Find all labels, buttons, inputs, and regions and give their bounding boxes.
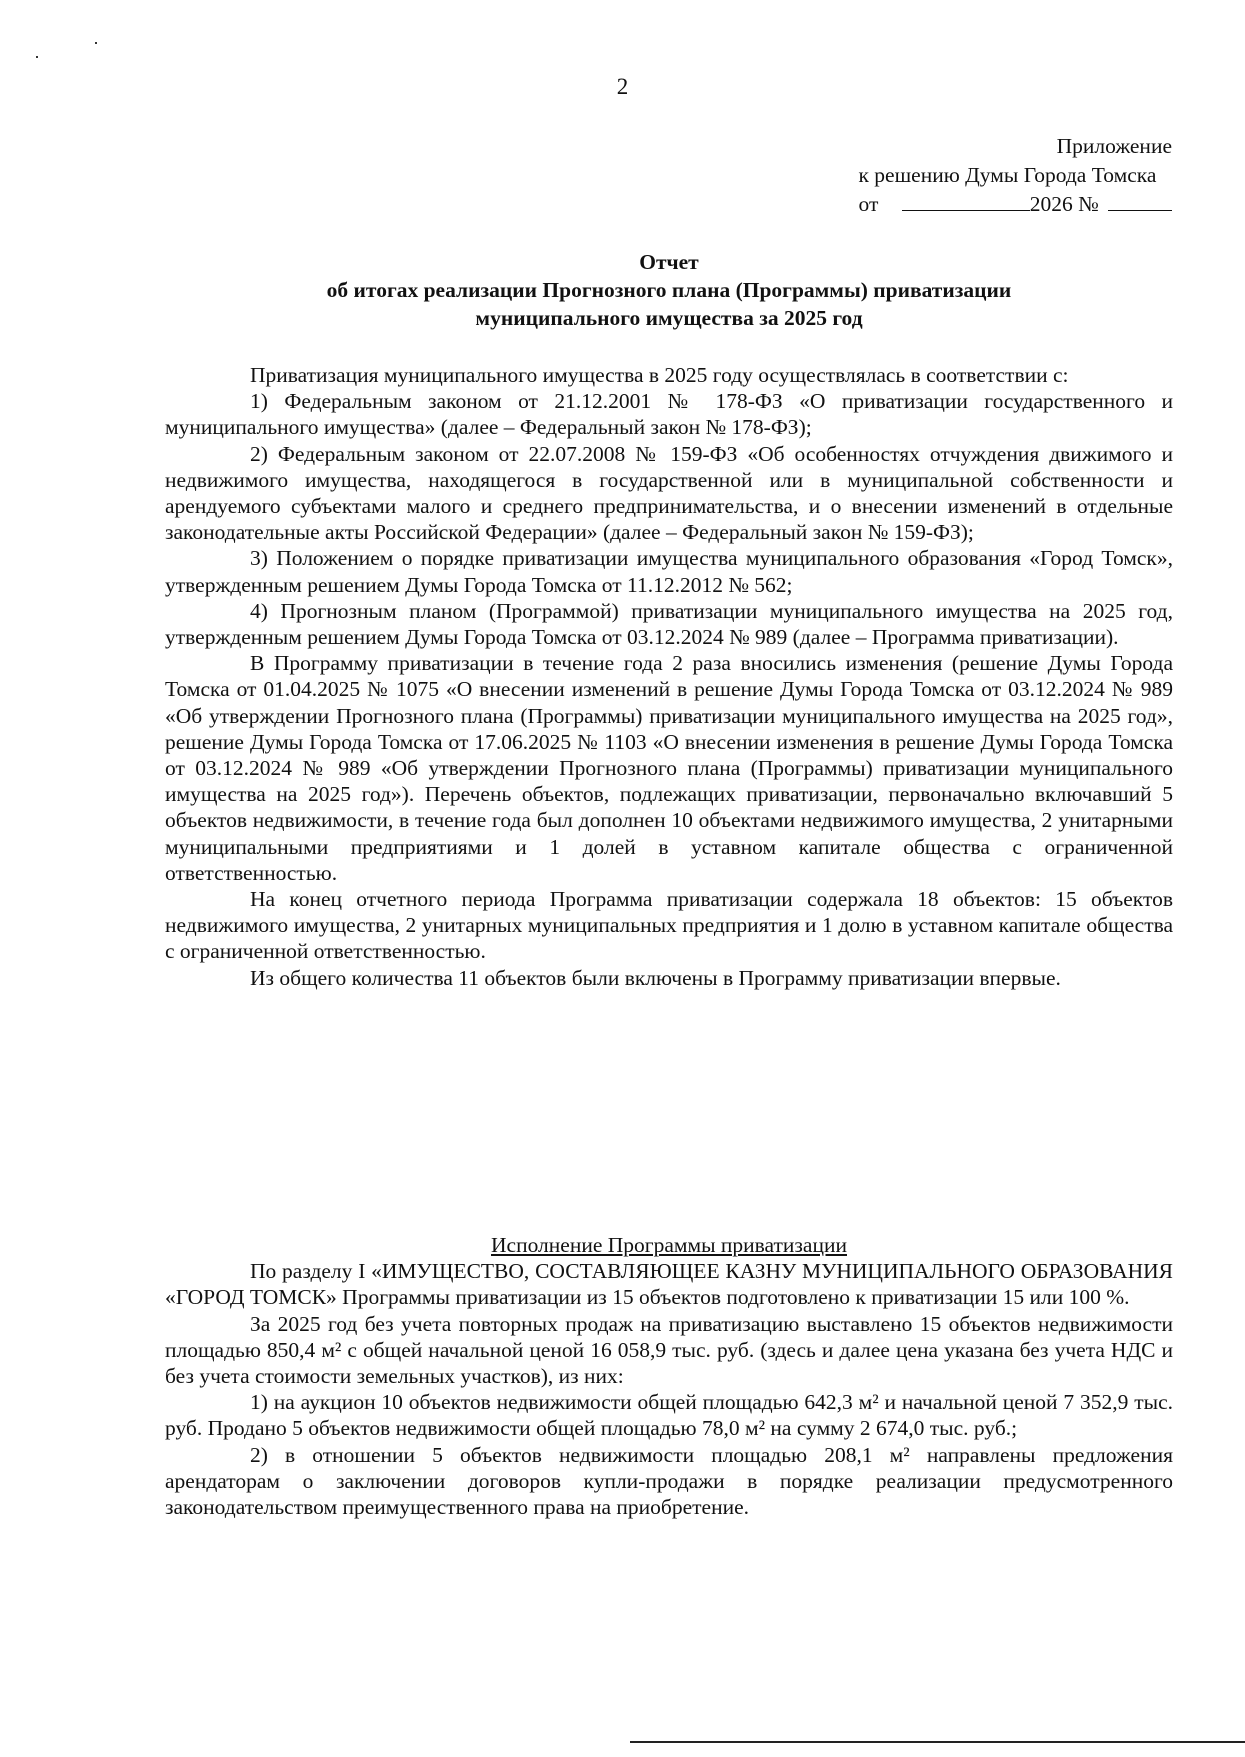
date-year: 2026 № (1029, 192, 1099, 216)
paragraph: Из общего количества 11 объектов были включены в Программу приватизации впервые. (250, 965, 1061, 990)
paragraph: 1) на аукцион 10 объектов недвижимости общей площадью 642,3 м² и начальной ценой 7 352,9 тыс. руб. Продано 5 объектов недвижимости общей площадью 78,0 м² на сумму 2 674,0 тыс. руб.; (165, 1390, 1173, 1441)
paragraph: По разделу I «ИМУЩЕСТВО, СОСТАВЛЯЮЩЕЕ КАЗНУ МУНИЦИПАЛЬНОГО ОБРАЗОВАНИЯ «ГОРОД ТОМСК» Программы приватизации из 15 объектов подготовлено к приватизации 15 или 100 %. (165, 1259, 1173, 1310)
execution-section (165, 1232, 1173, 1520)
paragraph: 3) Положением о порядке приватизации имущества муниципального образования «Город Томск», утвержденным решением Думы Города Томска от 11.12.2012 № 562; (165, 546, 1173, 597)
intro-body (165, 362, 1173, 991)
appendix-block (858, 132, 1172, 219)
paragraph: 2) Федеральным законом от 22.07.2008 № 159-ФЗ «Об особенностях отчуждения движимого и недвижимого имущества, находящегося в государственной или в муниципальной собственности и арендуемого субъектами малого и среднего предпринимательства, и о внесении изменений в отдельные законодательные акты Российской Федерации» (далее – Федеральный закон № 159-ФЗ); (165, 441, 1173, 545)
appendix-date-line (858, 190, 1172, 219)
title-line: об итогах реализации Прогнозного плана (Программы) приватизации (326, 278, 1012, 302)
section-heading: Исполнение Программы приватизации (491, 1233, 847, 1257)
page-number: 2 (616, 74, 629, 99)
paragraph: 4) Прогнозным планом (Программой) приватизации муниципального имущества на 2025 год, утвержденным решением Думы Города Томска от 03.12.2024 № 989 (далее – Программа приватизации). (165, 598, 1173, 650)
paragraph: В Программу приватизации в течение года 2 раза вносились изменения (решение Думы Города Томска от 01.04.2025 № 1075 «О внесении изменений в решение Думы Города Томска от 03.12.2024 № 989 «Об утверждении Прогнозного плана (Программы) приватизации муниципального имущества на 2025 год», решение Думы Города Томска от 17.06.2025 № 1103 «О внесении изменения в решение Думы Города Томска от 03.12.2024 № 989 «Об утверждении Прогнозного плана (Программы) приватизации муниципального имущества на 2025 год»). Перечень объектов, подлежащих приватизации, первоначально включавший 5 объектов недвижимости, в течение года был дополнен 10 объектами недвижимого имущества, 2 унитарными муниципальными предприятиями и 1 долей в уставном капитале общества с ограниченной ответственностью. (165, 651, 1173, 885)
scan-speck (95, 42, 97, 44)
paragraph: За 2025 год без учета повторных продаж на приватизацию выставлено 15 объектов недвижимости площадью 850,4 м² с общей начальной ценой 16 058,9 тыс. руб. (здесь и далее цена указана без учета НДС и без учета стоимости земельных участков), из них: (165, 1311, 1173, 1389)
scan-speck (36, 56, 38, 58)
title-line: Отчет (639, 250, 699, 274)
paragraph: 1) Федеральным законом от 21.12.2001 № 178-ФЗ «О приватизации государственного и муниципального имущества» (далее – Федеральный закон № 178-ФЗ); (165, 389, 1173, 440)
appendix-decision: к решению Думы Города Томска (858, 163, 1157, 187)
appendix-label: Приложение (1056, 134, 1172, 158)
document-title (165, 248, 1173, 332)
paragraph: На конец отчетного периода Программа приватизации содержала 18 объектов: 15 объектов недвижимого имущества, 2 унитарных муниципальных предприятия и 1 долю в уставном капитале общества с ограниченной ответственностью. (165, 887, 1173, 964)
paragraph: 2) в отношении 5 объектов недвижимости площадью 208,1 м² направлены предложения арендаторам о заключении договоров купли-продажи в порядке реализации предусмотренного законодательством преимущественного права на приобретение. (165, 1442, 1173, 1520)
date-blank (902, 192, 1030, 211)
title-line: муниципального имущества за 2025 год (475, 306, 863, 330)
date-prefix: от (858, 192, 879, 216)
footer-rule (630, 1741, 1245, 1743)
paragraph: Приватизация муниципального имущества в 2025 году осуществлялась в соответствии с: (250, 363, 1069, 387)
number-blank (1108, 192, 1172, 211)
